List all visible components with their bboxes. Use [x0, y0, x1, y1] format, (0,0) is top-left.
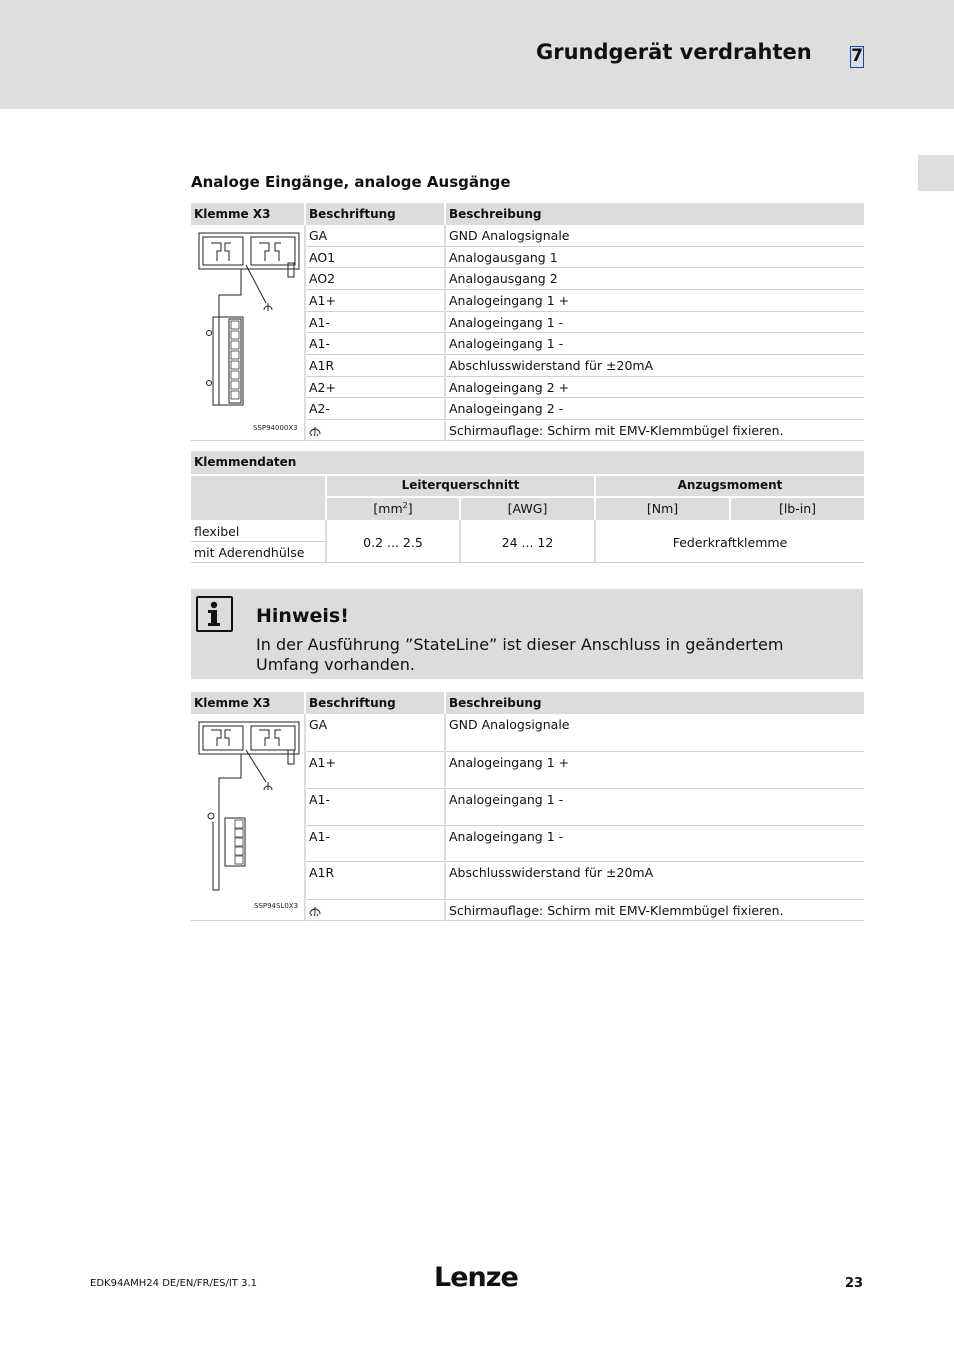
row-label: A1+	[306, 290, 444, 312]
row-label: A1-	[306, 826, 444, 862]
shield-ground-icon	[309, 906, 321, 916]
table-row	[191, 826, 864, 862]
table-row	[191, 333, 864, 355]
row-label: A1R	[306, 862, 444, 900]
col-header-description: Beschreibung	[446, 692, 864, 714]
cross-section-label: Leiterquerschnitt	[401, 478, 520, 492]
info-icon	[196, 596, 233, 632]
row-description: Analogausgang 1	[446, 247, 864, 268]
row-label: A2-	[306, 398, 444, 420]
unit-lbin: [lb-in]	[778, 501, 817, 516]
table-row	[191, 752, 864, 789]
row-label: GA	[306, 225, 444, 247]
row-ferrule: mit Aderendhülse	[194, 545, 305, 560]
row-description: GND Analogsignale	[446, 225, 864, 247]
divider	[191, 541, 325, 542]
shield-ground-icon	[309, 426, 321, 436]
row-description: Analogeingang 1 -	[446, 312, 864, 333]
table-row	[191, 225, 864, 247]
table-row	[191, 247, 864, 268]
table-row	[191, 355, 864, 377]
table-row	[191, 900, 864, 921]
row-description: GND Analogsignale	[446, 714, 864, 752]
value-torque: Federkraftklemme	[672, 535, 788, 550]
section-title: Analoge Eingänge, analoge Ausgänge	[191, 173, 511, 191]
row-label-shield	[306, 900, 444, 921]
row-description: Schirmauflage: Schirm mit EMV-Klemmbügel fixieren.	[446, 420, 864, 441]
page-title: Grundgerät verdrahten	[536, 40, 812, 64]
note-text: In der Ausführung ”StateLine” ist dieser Anschluss in geändertem Umfang vorhanden.	[256, 635, 784, 674]
terminal-data-title: Klemmendaten	[194, 455, 297, 469]
terminal-table-2	[191, 692, 864, 921]
terminal-data-table	[191, 451, 864, 563]
row-label: A1-	[306, 789, 444, 826]
unit-mm2: $[mm^2]$	[373, 501, 413, 517]
row-label: A1+	[306, 752, 444, 789]
table-row	[191, 714, 864, 752]
col-header-label: Beschriftung	[306, 203, 444, 225]
page-number: 23	[845, 1276, 864, 1291]
row-description: Abschlusswiderstand für ±20mA	[446, 862, 864, 900]
figure-caption: SSP94SL0X3	[254, 902, 299, 910]
table-row	[191, 862, 864, 900]
table-row	[191, 268, 864, 290]
row-description: Analogausgang 2	[446, 268, 864, 290]
row-label: AO2	[306, 268, 444, 290]
row-label: A2+	[306, 377, 444, 398]
col-header-terminal: Klemme X3	[191, 692, 304, 714]
row-description: Analogeingang 2 +	[446, 377, 864, 398]
col-header-label: Beschriftung	[306, 692, 444, 714]
page-header	[0, 0, 954, 109]
row-label: A1-	[306, 312, 444, 333]
value-awg: 24 ... 12	[501, 535, 554, 550]
unit-awg: [AWG]	[507, 501, 548, 516]
table-row	[191, 789, 864, 826]
note-title: Hinweis!	[256, 605, 349, 627]
row-label-shield	[306, 420, 444, 441]
lenze-logo: Lenze	[434, 1262, 518, 1293]
table-row	[191, 377, 864, 398]
torque-label: Anzugsmoment	[677, 478, 783, 492]
row-label: A1R	[306, 355, 444, 377]
row-description: Analogeingang 2 -	[446, 398, 864, 420]
chapter-side-tab	[918, 155, 954, 191]
value-mm2: 0.2 ... 2.5	[363, 535, 423, 550]
row-description: Analogeingang 1 -	[446, 826, 864, 862]
row-description: Analogeingang 1 -	[446, 333, 864, 355]
info-glyph	[198, 598, 230, 629]
divider	[191, 562, 864, 563]
col-header-terminal: Klemme X3	[191, 203, 304, 225]
table-row	[191, 312, 864, 333]
row-description: Schirmauflage: Schirm mit EMV-Klemmbügel fixieren.	[446, 900, 864, 921]
table-row	[191, 420, 864, 441]
header-blank-cell	[191, 476, 325, 520]
table-row	[191, 398, 864, 420]
terminal-table-1	[191, 203, 864, 441]
row-label: GA	[306, 714, 444, 752]
row-description: Analogeingang 1 +	[446, 752, 864, 789]
note-box	[191, 589, 863, 679]
chapter-number[interactable]: 7	[851, 46, 863, 66]
figure-caption: SSP94000X3	[253, 424, 298, 432]
col-header-description: Beschreibung	[446, 203, 864, 225]
row-label: A1-	[306, 333, 444, 355]
row-description: Analogeingang 1 +	[446, 290, 864, 312]
row-description: Analogeingang 1 -	[446, 789, 864, 826]
row-flexible: flexibel	[194, 524, 240, 539]
unit-nm: [Nm]	[646, 501, 679, 516]
row-label: AO1	[306, 247, 444, 268]
table-row	[191, 290, 864, 312]
row-description: Abschlusswiderstand für ±20mA	[446, 355, 864, 377]
document-id: EDK94AMH24 DE/EN/FR/ES/IT 3.1	[90, 1278, 257, 1289]
